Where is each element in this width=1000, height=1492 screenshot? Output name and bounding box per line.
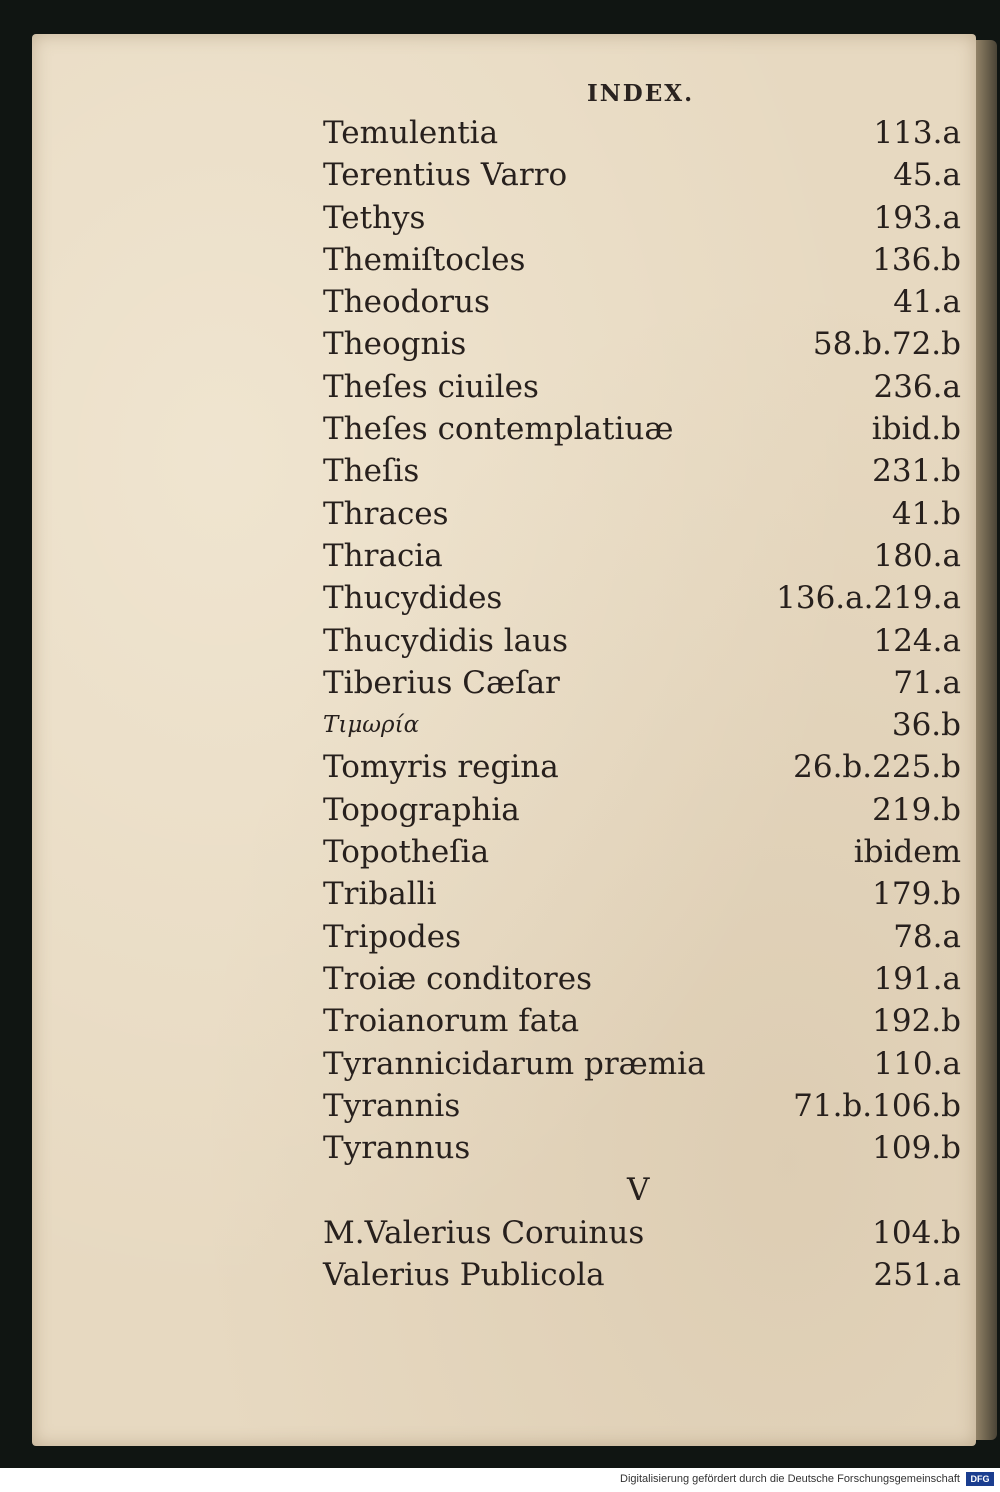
index-entry [305, 1212, 967, 1254]
index-term: Thraces [323, 495, 449, 532]
dfg-logo-icon: DFG [966, 1472, 994, 1486]
index-entry [305, 154, 967, 196]
funding-footer [0, 1468, 1000, 1492]
index-page-ref: 180.a [873, 537, 961, 574]
index-page-ref: 136.a.219.a [776, 580, 961, 617]
index-entry [305, 916, 967, 958]
index-entry [305, 662, 967, 704]
index-page-ref: 104.b [872, 1214, 961, 1251]
index-page-ref: 58.b.72.b [812, 326, 961, 363]
index-page-ref: 192.b [872, 1003, 961, 1040]
index-term: Theodorus [323, 284, 490, 321]
index-entry [305, 789, 967, 831]
index-page-ref: 41.a [893, 284, 961, 321]
index-entry [305, 1254, 967, 1296]
index-page-ref: 124.a [873, 622, 961, 659]
index-page-ref: 78.a [893, 918, 961, 955]
index-page-ref: 109.b [872, 1130, 961, 1167]
index-entry [305, 197, 967, 239]
index-term: Troianorum fata [323, 1003, 580, 1040]
index-term: Thucydidis laus [323, 622, 569, 659]
index-entry [305, 704, 967, 746]
index-term: Troiæ conditores [323, 960, 593, 997]
index-list [305, 112, 967, 1296]
index-term: Triballi [323, 876, 437, 913]
index-page-ref: 26.b.225.b [793, 749, 961, 786]
index-term: Tyrannicidarum præmia [323, 1045, 706, 1082]
index-term: Tyrannus [323, 1130, 471, 1167]
index-entry [305, 1127, 967, 1169]
index-entry [305, 1000, 967, 1042]
index-page-ref: 251.a [873, 1257, 961, 1294]
index-page-ref: 71.a [893, 664, 961, 701]
index-entry [305, 535, 967, 577]
index-term: Thucydides [323, 580, 503, 617]
index-term: Τιμωρία [323, 712, 420, 739]
index-term: Tomyris regina [323, 749, 559, 786]
index-entry [305, 493, 967, 535]
index-entry [305, 620, 967, 662]
index-entry [305, 873, 967, 915]
section-letter [305, 1169, 967, 1211]
index-page-ref: ibid.b [871, 411, 961, 448]
index-term: Temulentia [323, 115, 499, 151]
index-term: Tripodes [323, 918, 462, 955]
index-page-ref: 193.a [873, 199, 961, 236]
index-entry [305, 366, 967, 408]
index-entry [305, 577, 967, 619]
index-entry [305, 746, 967, 788]
index-page-ref: 219.b [872, 791, 961, 828]
index-page-ref: 136.b [872, 241, 961, 278]
index-entry [305, 239, 967, 281]
index-page-ref: 231.b [872, 453, 961, 490]
index-term: Tyrannis [323, 1087, 461, 1124]
index-entry [305, 450, 967, 492]
index-entry [305, 831, 967, 873]
index-page-ref: 191.a [873, 960, 961, 997]
index-term: Topotheſia [323, 834, 490, 871]
index-term: Theſes contemplatiuæ [323, 411, 674, 448]
index-page-ref: 236.a [873, 368, 961, 405]
index-term: Theognis [323, 326, 467, 363]
index-page-ref: 113.a [873, 115, 961, 151]
section-letter-text: V [627, 1172, 650, 1209]
index-term: Topographia [323, 791, 520, 828]
index-entry [305, 1085, 967, 1127]
index-page-ref: 110.a [873, 1045, 961, 1082]
index-term: Terentius Varro [323, 157, 568, 194]
index-term: Theſes ciuiles [323, 368, 539, 405]
index-page-ref: 45.a [893, 157, 961, 194]
index-entry [305, 408, 967, 450]
funding-note: Digitalisierung gefördert durch die Deutsche Forschungsgemeinschaft [620, 1473, 960, 1485]
index-page-ref: ibidem [853, 834, 961, 871]
index-page-ref: 36.b [891, 707, 961, 744]
index-page-ref: 71.b.106.b [793, 1087, 961, 1124]
index-entry [305, 958, 967, 1000]
running-head: INDEX. [587, 80, 695, 107]
index-entry [305, 1043, 967, 1085]
index-term: M.Valerius Coruinus [323, 1214, 645, 1251]
index-page-ref: 179.b [872, 876, 961, 913]
index-page-ref: 41.b [891, 495, 961, 532]
index-term: Themiſtocles [323, 241, 526, 278]
index-term: Thracia [323, 537, 443, 574]
index-entry [305, 112, 967, 154]
index-entry [305, 281, 967, 323]
index-term: Tiberius Cæſar [323, 664, 560, 701]
index-entry [305, 323, 967, 365]
index-term: Valerius Publicola [323, 1257, 605, 1294]
index-term: Tethys [323, 199, 426, 236]
index-term: Theſis [323, 453, 420, 490]
